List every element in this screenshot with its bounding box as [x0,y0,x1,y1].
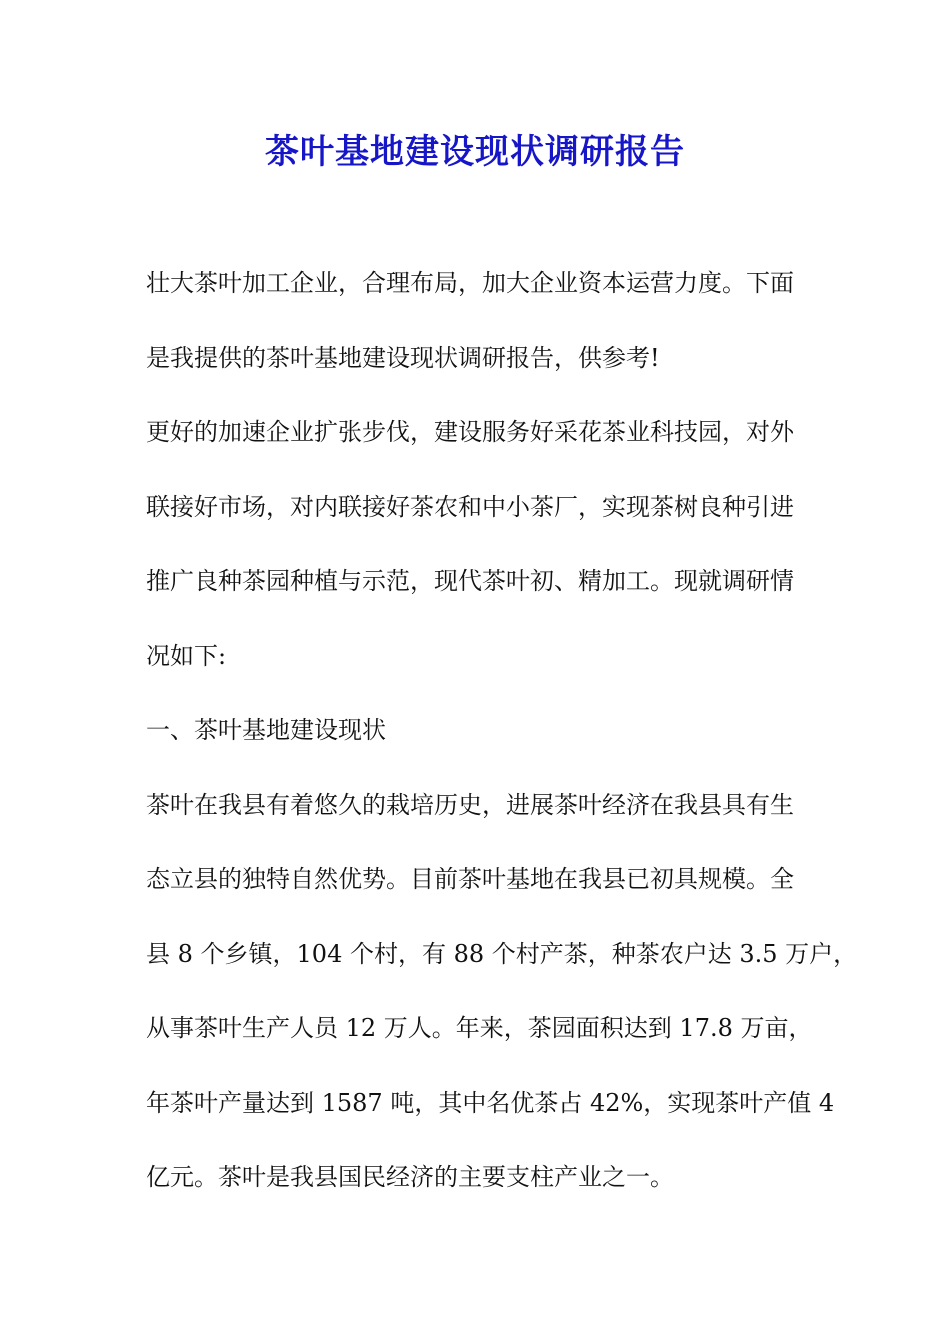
document-body [146,246,858,1215]
body-line: 推广良种茶园种植与示范，现代茶叶初、精加工。现就调研情 [146,567,794,595]
body-line: 态立县的独特自然优势。目前茶叶基地在我县已初具规模。全 [146,865,794,893]
body-line: 亿元。茶叶是我县国民经济的主要支柱产业之一。 [146,1163,674,1191]
body-line: 更好的加速企业扩张步伐，建设服务好采花茶业科技园，对外 [146,418,794,446]
body-line: 是我提供的茶叶基地建设现状调研报告，供参考! [146,343,660,372]
body-line: 县 8 个乡镇，104 个村，有 88 个村产茶，种茶农户达 3.5 万户， [146,939,858,968]
body-line: 况如下: [146,641,227,670]
body-line: 联接好市场，对内联接好茶农和中小茶厂，实现茶树良种引进 [146,492,794,521]
section-heading: 一、茶叶基地建设现状 [146,716,386,744]
body-line: 年茶叶产量达到 1587 吨，其中名优茶占 42%，实现茶叶产值 4 [146,1088,835,1117]
body-line: 从事茶叶生产人员 12 万人。年来，茶园面积达到 17.8 万亩， [146,1014,813,1042]
body-line: 壮大茶叶加工企业，合理布局，加大企业资本运营力度。下面 [146,269,794,297]
body-line: 茶叶在我县有着悠久的栽培历史，进展茶叶经济在我县具有生 [146,790,794,819]
document-title: 茶叶基地建设现状调研报告 [265,132,685,172]
